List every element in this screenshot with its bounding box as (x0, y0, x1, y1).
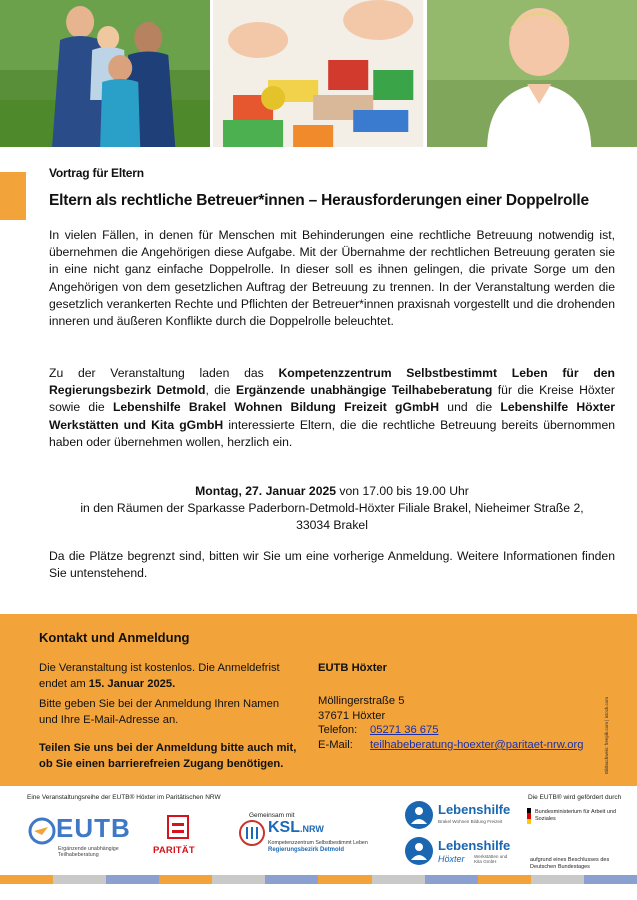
ksl-subtitle: Kompetenzzentrum Selbstbestimmt Leben (268, 840, 368, 846)
paritaet-wordmark: PARITÄT (153, 845, 195, 856)
invite-text: , die (205, 383, 236, 398)
event-details (49, 483, 615, 535)
email-label: E-Mail: (318, 738, 353, 751)
ksl-mark: KSL (268, 819, 300, 836)
smiling-man-photo (427, 0, 637, 147)
contact-zip-city: 37671 Höxter (318, 709, 386, 722)
german-flag-icon (527, 808, 531, 824)
invite-host-ksl: Kompetenzzentrum Selbstbestimmt Leben für den Regierungsbezirk Detmold (49, 366, 615, 398)
bmas-logo (527, 806, 632, 846)
together-with-note: Gemeinsam mit (249, 812, 295, 819)
eutb-logo (28, 815, 133, 860)
lebenshilfe-hoexter-place: Höxter (438, 854, 465, 864)
series-note: Eine Veranstaltungsreihe der EUTB® Höxter im Paritätischen NRW (27, 794, 221, 801)
event-city: 33034 Brakel (296, 518, 368, 533)
event-time: von 17.00 bis 19.00 Uhr (336, 484, 469, 498)
contact-phone-row (318, 723, 583, 738)
lebenshilfe-brakel-subtitle: Brakel Wohnen Bildung Freizeit (438, 819, 503, 824)
eutb-wordmark: EUTB (56, 813, 131, 843)
invite-text: Zu der Veranstaltung laden das (49, 366, 279, 380)
name-email-text: Bitte geben Sie bei der Anmeldung Ihren Namen und Ihre E-Mail-Adresse an. (39, 698, 280, 726)
event-title: Eltern als rechtliche Betreuer*innen – Herausforderungen einer Doppelrolle (49, 192, 589, 209)
email-link[interactable]: teilhabeberatung-hoexter@paritaet-nrw.org (370, 738, 584, 751)
invite-text: interessierte Eltern, die die rechtliche Betreuung bereits übernommen haben oder übernehmen wollen, herzlich ein. (49, 417, 616, 449)
phone-link[interactable]: 05271 36 675 (370, 724, 439, 737)
event-date: Montag, 27. Januar 2025 (195, 484, 337, 498)
invitation-paragraph (49, 365, 615, 451)
event-datetime (49, 483, 615, 500)
contact-section (0, 614, 637, 786)
ksl-region: Regierungsbezirk Detmold (268, 847, 345, 853)
contact-email-row (318, 738, 583, 753)
paritaet-logo (153, 815, 203, 860)
lebenshilfe-hoexter-subtitle: Werkstätten und Kita GmbH (474, 854, 508, 864)
lebenshilfe-icon (404, 800, 434, 830)
family-photo (0, 0, 210, 147)
event-place: in den Räumen der Sparkasse Paderborn-Detmold-Höxter Filiale Brakel, Nieheimer Straße 2, (80, 501, 584, 516)
ksl-wordmark (268, 819, 324, 837)
paritaet-equals-icon (167, 815, 189, 839)
photo-credits: Bildnachweis: freepik.com | istock.com (604, 697, 609, 774)
invite-host-lebenshilfe-brakel: Lebenshilfe Brakel Wohnen Bildung Freizeit gGmbH (112, 400, 440, 415)
registration-note: Da die Plätze begrenzt sind, bitten wir Sie um eine vorherige Anmeldung. Weitere Informationen finden Sie untenstehend. (49, 549, 615, 581)
eutb-circle-icon (28, 817, 56, 845)
cost-text: Die Veranstaltung ist kostenlos. Die Anmeldefrist endet am (39, 662, 280, 690)
ksl-suffix: .NRW (300, 824, 324, 834)
lebenshilfe-wordmark: Lebenshilfe (438, 838, 511, 853)
phone-label: Telefon: (318, 724, 358, 737)
invite-text: und die (439, 400, 501, 415)
header-photo-strip (0, 0, 637, 147)
eutb-subtitle: Ergänzende unabhängige Teilhabeberatung (58, 846, 119, 858)
invite-host-lebenshilfe-hoexter: Lebenshilfe Höxter Werkstätten und Kita gGmbH (49, 400, 615, 432)
ksl-people-icon (238, 819, 266, 847)
deadline-date: 15. Januar 2025. (88, 677, 176, 690)
event-kicker: Vortrag für Eltern (49, 166, 144, 180)
footer-color-bar (0, 875, 637, 884)
contact-heading: Kontakt und Anmeldung (39, 630, 190, 645)
bmas-name: Bundesministerium für Arbeit und Soziales (535, 809, 617, 822)
invite-host-eutb: Ergänzende unabhängige Teilhabeberatung (235, 383, 493, 398)
funded-by-note: Die EUTB® wird gefördert durch (528, 794, 622, 801)
ksl-logo (238, 815, 378, 860)
lebenshilfe-brakel-logo (404, 800, 519, 834)
accent-bar (0, 172, 26, 220)
accessibility-text: Teilen Sie uns bei der Anmeldung bitte auch mit, ob Sie einen barrierefreien Zugang benötigen. (39, 742, 297, 770)
bmas-resolution-note: aufgrund eines Beschlusses des Deutschen Bundestages (530, 857, 610, 870)
contact-org-name: EUTB Höxter (318, 662, 387, 674)
lebenshilfe-hoexter-logo (404, 836, 519, 870)
lebenshilfe-icon (404, 836, 434, 866)
invite-text: für die Kreise Höxter sowie die (49, 383, 615, 415)
contact-street: Möllingerstraße 5 (318, 695, 405, 707)
toy-blocks-photo (213, 0, 423, 147)
intro-paragraph: In vielen Fällen, in denen für Menschen mit Behinderungen eine rechtliche Betreuung notwendig ist, übernehmen die Angehörigen diese Aufgabe. Mit der Übernahme der rechtlichen Betreuung geraten sie in eine nicht ganz einfache Doppelrolle. In dieser soll es ihnen gelingen, die private Sorge um den Angehörigen von dem gesetzlichen Auftrag der Betreuung zu trennen. In der Veranstaltung werden die gesetzlich verankerten Rechte und Pflichten der Betreuer*innen praxisnah vorgestellt und die drohenden inneren und äußeren Konflikte durch die Doppelrolle beleuchtet. (49, 228, 615, 329)
contact-address (318, 694, 583, 752)
cost-deadline-text (39, 661, 299, 692)
lebenshilfe-wordmark: Lebenshilfe (438, 802, 511, 817)
